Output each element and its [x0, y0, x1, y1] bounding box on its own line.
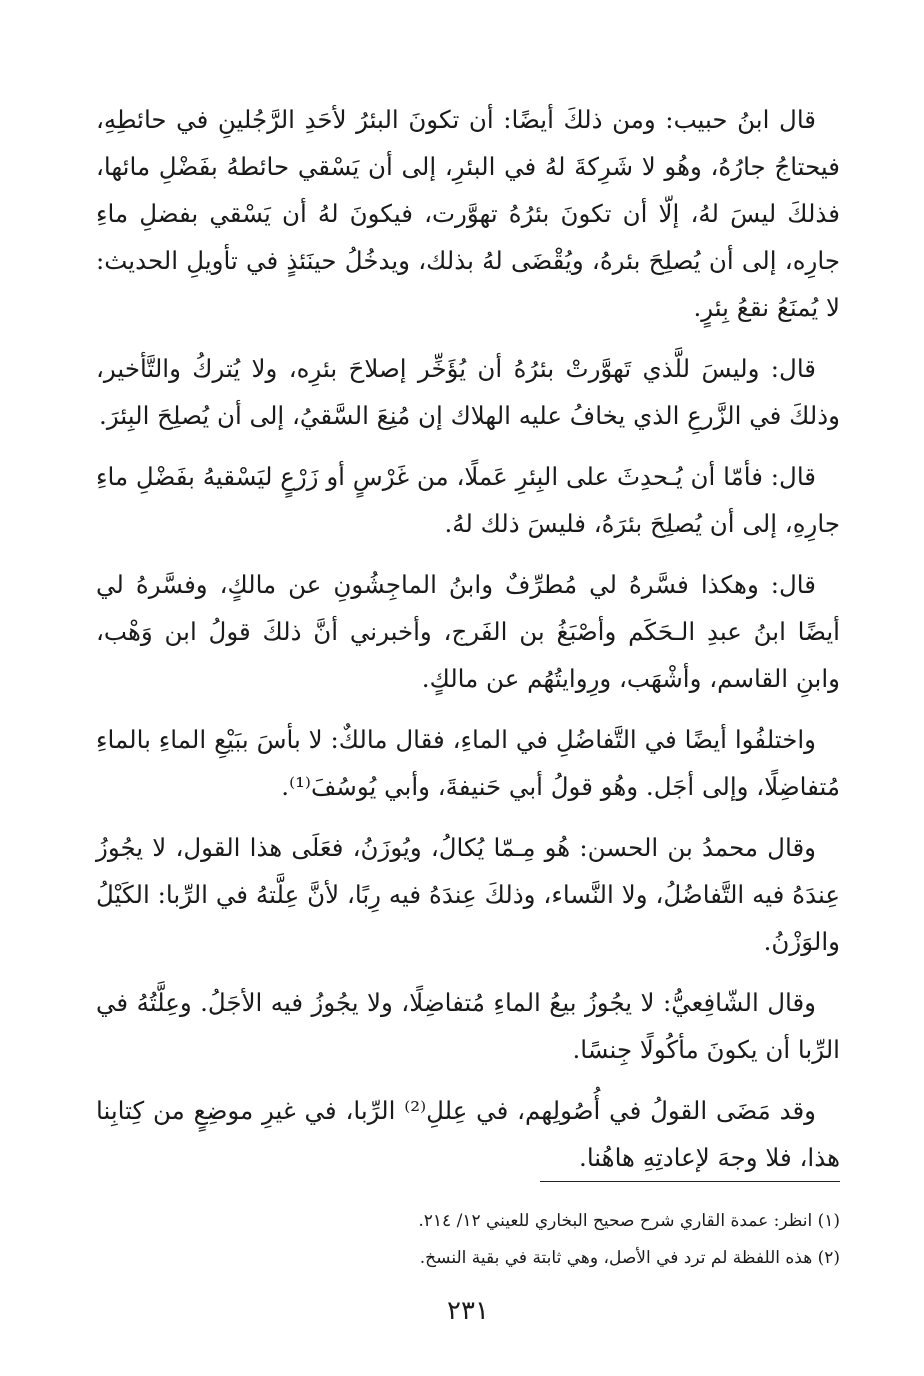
body-text [96, 96, 840, 1181]
page-number: ٢٣١ [447, 1296, 489, 1326]
paragraph-2: قال: وليسَ للَّذي تَهوَّرتْ بئرُهُ أن يُؤَخِّر إصلاحَ بئرِه، ولا يُتركُ والتَّأخير، وذلكَ في الزَّرعِ الذي يخافُ عليه الهلاك إن مُنِعَ السَّقيُ، إلى أن يُصلِحَ البِئرَ. [96, 354, 840, 430]
book-page [96, 96, 840, 1336]
footnote-separator [540, 1181, 840, 1182]
footnote-2: (٢) هذه اللفظة لم ترد في الأصل، وهي ثابتة في بقية النسخ. [419, 1248, 840, 1268]
paragraph-6: وقال محمدُ بن الحسن: هُو مِـمّا يُكالُ، ويُوزَنُ، فعَلَى هذا القول، لا يجُوزُ عِندَهُ فيه التَّفاضُلُ، ولا النَّساء، وذلكَ عِندَهُ فيه رِبًا، لأنَّ عِلَّتهُ في الرِّبا: الكَيْلُ والوَزْنُ. [96, 833, 840, 956]
footnote-1: (١) انظر: عمدة القاري شرح صحيح البخاري للعيني ١٢/ ٢١٤. [418, 1211, 840, 1231]
paragraph-3: قال: فأمّا أن يُـحدِثَ على البِئرِ عَملًا، من غَرْسٍ أو زَرْعٍ ليَسْقيهُ بفَضْلِ ماءِ جارِهِ، إلى أن يُصلِحَ بئرَهُ، فليسَ ذلك لهُ. [96, 462, 840, 538]
paragraph-4: قال: وهكذا فسَّرهُ لي مُطرِّفٌ وابنُ الماجِشُونِ عن مالكٍ، وفسَّرهُ لي أيضًا ابنُ عبدِ الـحَكَم وأصْبَغُ بن الفَرج، وأخبرني أنَّ ذلكَ قولُ ابن وَهْب، وابنِ القاسم، وأشْهَب، ورِوايتُهُم عن مالكٍ. [96, 570, 840, 693]
footnotes [96, 1203, 840, 1277]
paragraph-5: واختلفُوا أيضًا في التَّفاضُلِ في الماءِ، فقال مالكٌ: لا بأسَ ببَيْعِ الماءِ بالماءِ مُتفاضِلًا، وإلى أجَل. وهُو قولُ أبي حَنيفةَ، وأبي يُوسُفَ⁽¹⁾. [96, 725, 840, 801]
paragraph-8: وقد مَضَى القولُ في أُصُولِهم، في عِللِ⁽²⁾ الرِّبا، في غيرِ موضِعٍ من كِتابِنا هذا، فلا وجهَ لإعادتِهِ هاهُنا. [96, 1096, 840, 1172]
paragraph-7: وقال الشّافِعيُّ: لا يجُوزُ بيعُ الماءِ مُتفاضِلًا، ولا يجُوزُ فيه الأجَلُ. وعِلَّتُهُ في الرِّبا أن يكونَ مأكُولًا جِنسًا. [96, 988, 840, 1064]
paragraph-1: قال ابنُ حبيب: ومن ذلكَ أيضًا: أن تكونَ البئرُ لأحَدِ الرَّجُلينِ في حائطِهِ، فيحتاجُ جارُهُ، وهُو لا شَرِكةَ لهُ في البئرِ، إلى أن يَسْقي حائطهُ بفَضْلِ مائها، فذلكَ ليسَ لهُ، إلّا أن تكونَ بئرُهُ تهوَّرت، فيكونَ لهُ أن يَسْقي بفضلِ ماءِ جارِه، إلى أن يُصلِحَ بئرهُ، ويُقْضَى لهُ بذلك، ويدخُلُ حينَئذٍ في تأويلِ الحديث: لا يُمنَعُ نقعُ بِئرٍ. [96, 105, 840, 322]
